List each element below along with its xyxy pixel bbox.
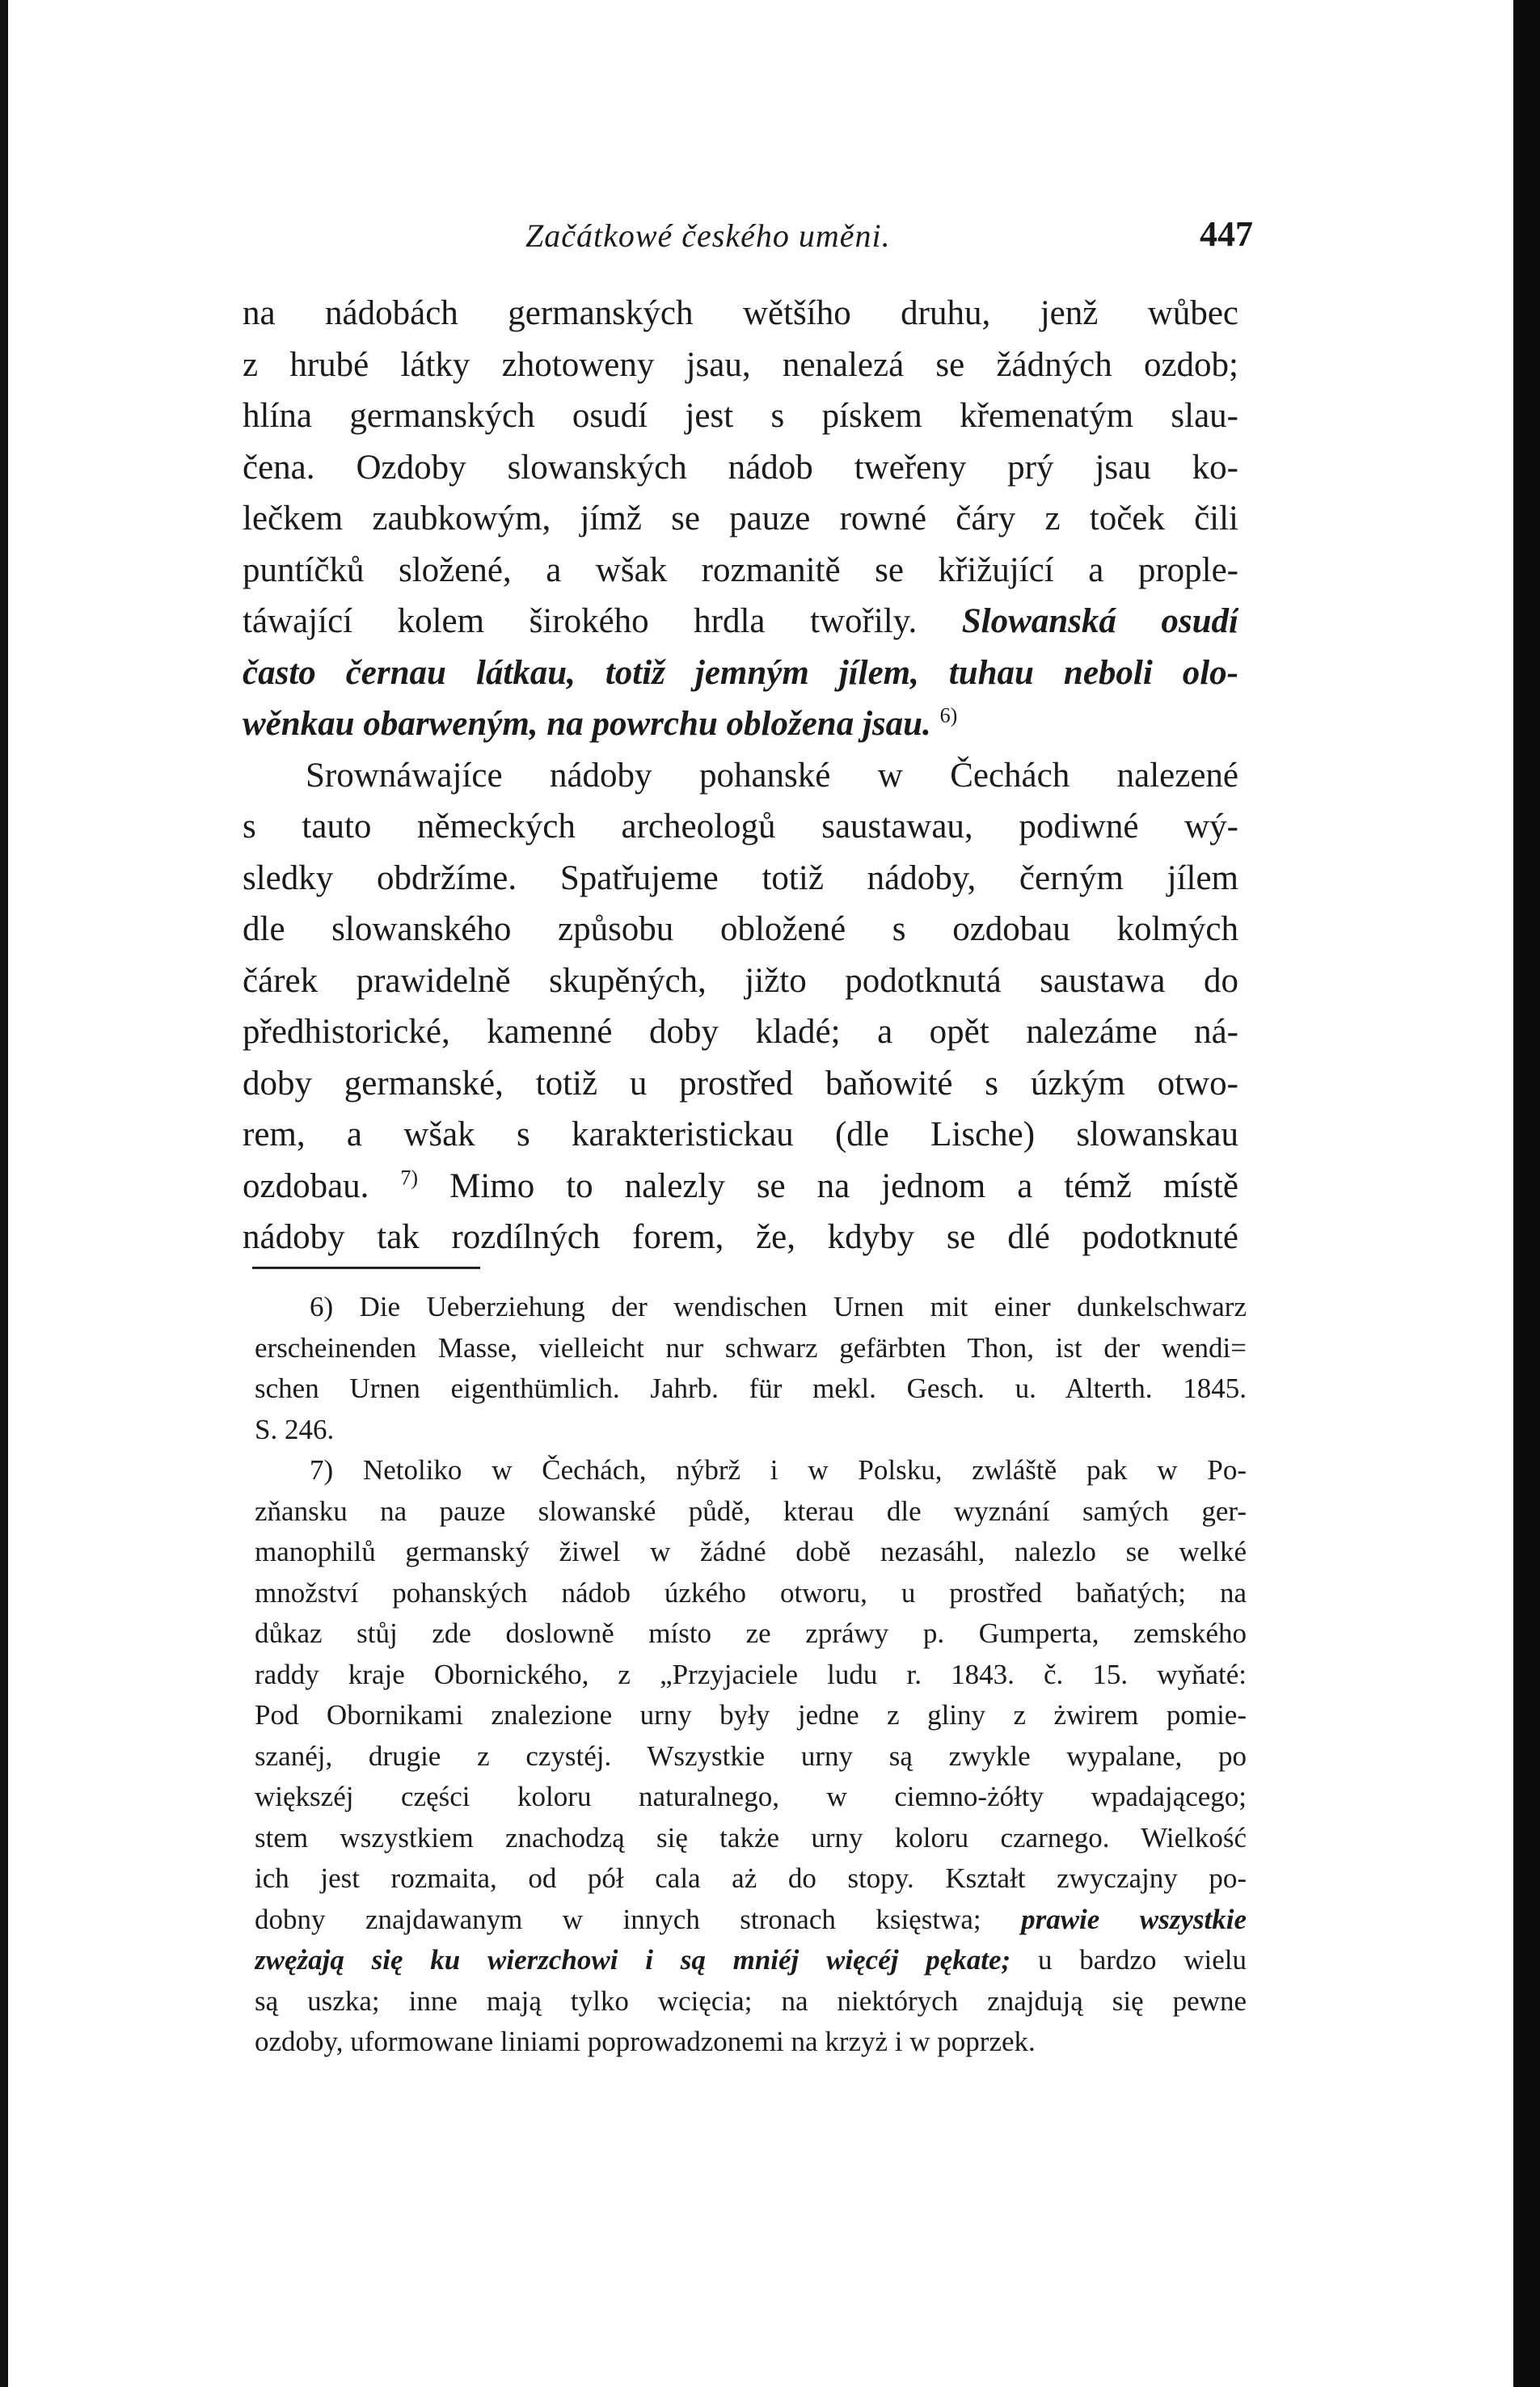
footnote-7-line: ich jest rozmaita, od pół cala aż do stopy. Kształt zwyczajny po- xyxy=(255,1862,1247,1894)
text-run: Mimo to nalezly se na jednom a témž místě xyxy=(449,1166,1238,1205)
footnote-6-line: schen Urnen eigenthümlich. Jahrb. für mekl. Gesch. u. Alterth. 1845. xyxy=(255,1373,1247,1404)
main-text xyxy=(243,288,1238,1263)
text-line: lečkem zaubkowým, jímž se pauze rowné čáry z toček čili xyxy=(243,500,1238,538)
text-line: čena. Ozdoby slowanských nádob tweřeny prý jsau ko- xyxy=(243,448,1238,487)
italic-run: wěnkau obarweným, na powrchu obložena jsau. xyxy=(243,705,931,743)
text-line: puntíčků složené, a wšak rozmanitě se křižující a prople- xyxy=(243,550,1238,589)
text-line: hlína germanských osudí jest s pískem křemenatým slau- xyxy=(243,397,1238,435)
text-run: u bardzo wielu xyxy=(1037,1944,1247,1976)
text-line xyxy=(243,1161,1238,1212)
footnote-7-line: są uszka; inne mają tylko wcięcia; na niektórych znajdują się pewne xyxy=(255,1984,1247,2017)
text-line: předhistorické, kamenné doby kladé; a opět nalezáme ná- xyxy=(243,1013,1238,1051)
text-line: sledky obdržíme. Spatřujeme totiž nádoby, černým jílem xyxy=(243,858,1238,897)
footnote-6-line: S. 246. xyxy=(255,1413,335,1445)
text-line: z hrubé látky zhotoweny jsau, nenalezá se žádných ozdob; xyxy=(243,345,1238,384)
text-line xyxy=(243,596,1238,647)
footnote-7-line: důkaz stůj zde doslowně místo ze zpráwy p. Gumperta, zemského xyxy=(255,1617,1247,1649)
italic-run: zwężają się ku wierzchowi i są mniéj więcéj pękate; xyxy=(255,1944,1011,1976)
page-number: 447 xyxy=(1200,214,1253,254)
text-line xyxy=(243,698,1238,750)
footnote-7-line: množství pohanských nádob úzkého otworu, u prostřed baňatých; na xyxy=(255,1576,1247,1609)
footnote-7-line: manophilů germanský žiwel w žádné době nezasáhl, nalezlo se welké xyxy=(255,1536,1247,1567)
text-line: doby germanské, totiž u prostřed baňowité s úzkým otwo- xyxy=(243,1064,1238,1103)
text-run: táwající kolem širokého hrdla twořily. xyxy=(243,602,918,640)
footnote-divider xyxy=(252,1267,480,1269)
footnote-ref-6: 6) xyxy=(939,703,958,727)
footnote-7-line: ozdoby, uformowane liniami poprowadzonemi na krzyż i w poprzek. xyxy=(255,2026,1036,2057)
footnote-7-line: szanéj, drugie z czystéj. Wszystkie urny są zwykle wypalane, po xyxy=(255,1740,1247,1772)
footnote-7-line: większéj części koloru naturalnego, w ciemno-żółty wpadającego; xyxy=(255,1781,1247,1812)
footnote-7-line: raddy kraje Obornického, z „Przyjaciele ludu r. 1843. č. 15. wyňaté: xyxy=(255,1658,1247,1690)
text-run: dobny znajdawanym w innych stronach księstwa; xyxy=(255,1903,981,1935)
footnote-6-line: erscheinenden Masse, vielleicht nur schwarz gefärbten Thon, ist der wendi= xyxy=(255,1331,1247,1364)
italic-run: Slowanská osudí xyxy=(961,602,1238,640)
text-line: na nádobách germanských wětšího druhu, jenž wůbec xyxy=(243,294,1238,332)
text-line: čárek prawidelně skupěných, jižto podotknutá saustawa do xyxy=(243,961,1238,1000)
footnotes xyxy=(255,1287,1247,2063)
footnote-7-line: stem wszystkiem znachodzą się także urny koloru czarnego. Wielkość xyxy=(255,1821,1247,1854)
running-title: Začátkowé českého uměni. xyxy=(525,217,891,254)
text-line-italic: často černau látkau, totiž jemným jílem, tuhau neboli olo- xyxy=(243,653,1238,692)
text-line: Srownáwajíce nádoby pohanské w Čechách nalezené xyxy=(306,756,1238,795)
footnote-ref-7: 7) xyxy=(400,1166,419,1190)
page-header xyxy=(243,214,1253,257)
italic-run: prawie wszystkie xyxy=(1021,1903,1247,1935)
footnote-7-line xyxy=(255,1900,1247,1941)
text-line: s tauto německých archeologů saustawau, podiwné wý- xyxy=(243,808,1238,846)
footnote-7-line xyxy=(255,1940,1247,1981)
footnote-7-line: Pod Obornikami znalezione urny były jedne z gliny z żwirem pomie- xyxy=(255,1699,1247,1731)
text-line: rem, a wšak s karakteristickau (dle Lische) slowanskau xyxy=(243,1115,1238,1153)
footnote-6-line: 6) Die Ueberziehung der wendischen Urnen mit einer dunkelschwarz xyxy=(310,1291,1247,1322)
footnote-7-line: zňansku na pauze slowanské půdě, kterau dle wyznání samých ger- xyxy=(255,1495,1247,1527)
text-line: nádoby tak rozdílných forem, že, kdyby se dlé podotknuté xyxy=(243,1218,1238,1256)
text-line: dle slowanského způsobu obložené s ozdobau kolmých xyxy=(243,910,1238,948)
text-run: ozdobau. xyxy=(243,1166,369,1205)
footnote-7-line: 7) Netoliko w Čechách, nýbrž i w Polsku, zwláště pak w Po- xyxy=(310,1454,1247,1486)
